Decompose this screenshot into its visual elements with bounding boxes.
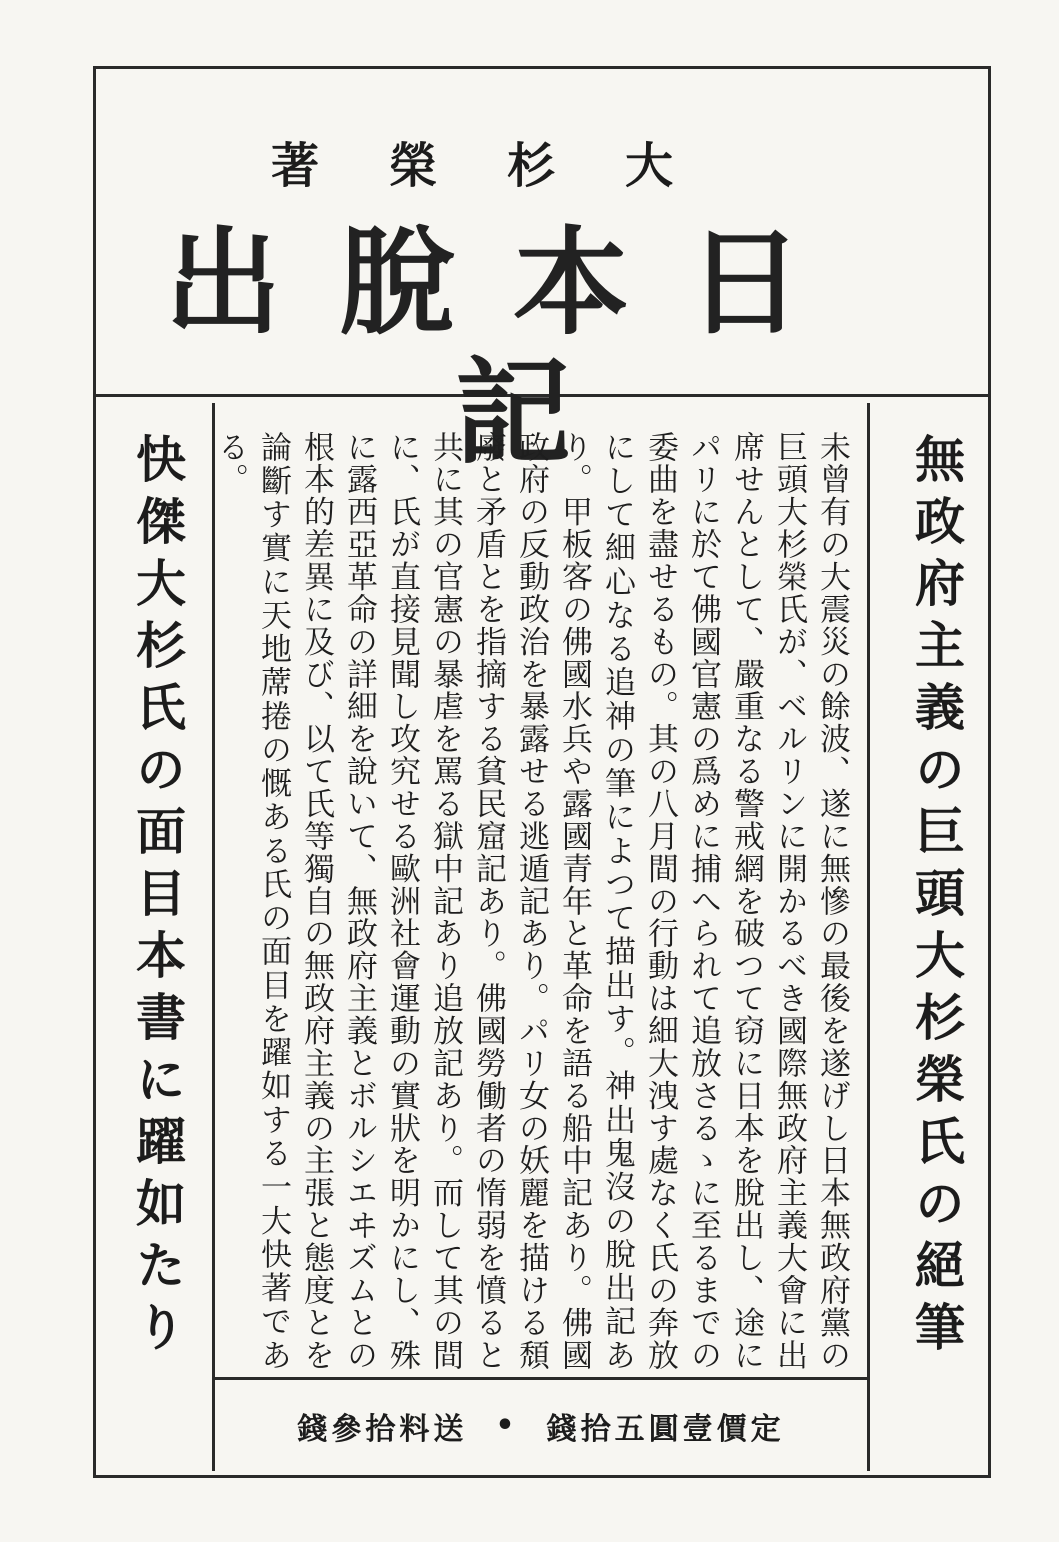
outer-frame: [93, 66, 991, 1478]
body-text: 未曾有の大震災の餘波、遂に無慘の最後を遂げし日本無政府黨の巨頭大杉榮氏が、ベルリンに開かるべき國際無政府主義大會に出席せんとして、嚴重なる警戒網を破つて窃に日本を脫出し、途にパリに於て佛國官憲の爲めに捕へられて追放さるゝに至るまでの委曲を盡せるもの。其の八月間の行動は細大洩す處なく氏の奔放にして細心なる追神の筆によつて描出す。神出鬼沒の脫出記あり。甲板客の佛國水兵や露國青年と革命を語る船中記あり。佛國政府の反動政治を暴露せる逃遁記あり。パリ女の妖麗を描ける頹廢と矛盾とを指摘する貧民窟記あり。佛國勞働者の惰弱を憤ると共に其の官憲の暴虐を罵る獄中記あり追放記あり。而して其の間に、氏が直接見聞し攻究せる歐洲社會運動の實狀を明かにし、殊に露西亞革命の詳細を說いて、無政府主義とボルシエヰズムとの根本的差異に及び、以て氏等獨自の無政府主義の主張と態度とを論斷す實に天地蓆捲の慨ある氏の面目を躍如する一大快著である。: [212, 431, 850, 1372]
header: [96, 69, 988, 481]
postage-label: 送料拾參錢: [297, 1411, 468, 1447]
list-price-label: 定價壹圓五拾錢: [546, 1411, 785, 1447]
right-tagline: 無政府主義の巨頭大杉榮氏の絕筆: [907, 433, 965, 1363]
body-panel: [212, 403, 870, 1471]
book-title: 日本脫出記: [165, 216, 861, 481]
left-tagline: 快傑大杉氏の面目本書に躍如たり: [128, 433, 186, 1363]
price-bar: [215, 1377, 867, 1471]
author-line: 大杉榮著: [270, 138, 743, 194]
separator-dot: •: [495, 1408, 519, 1443]
